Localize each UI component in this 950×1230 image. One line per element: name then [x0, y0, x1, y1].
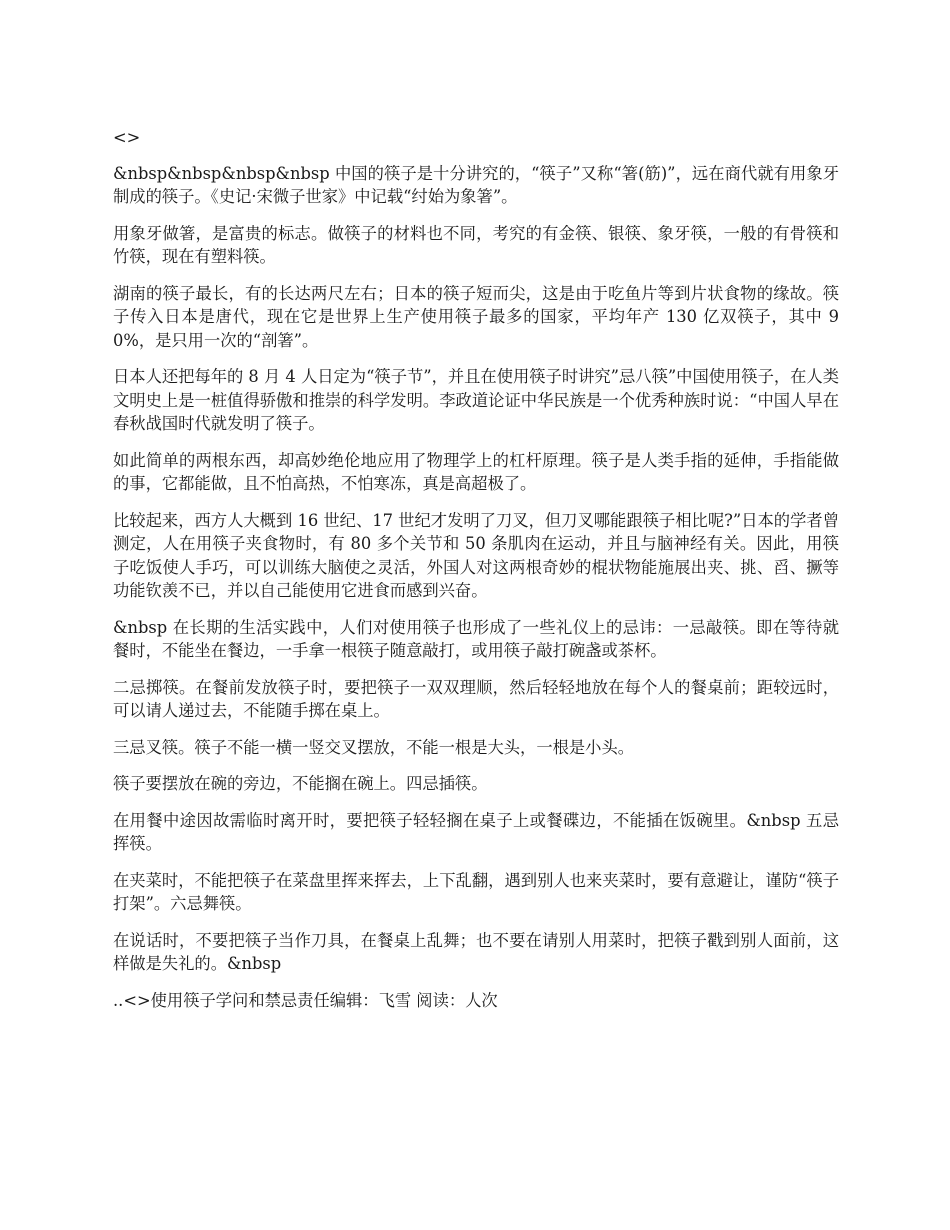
- paragraph-3: 湖南的筷子最长，有的长达两尺左右；日本的筷子短而尖，这是由于吃鱼片等到片状食物的缘故。筷子传入日本是唐代，现在它是世界上生产使用筷子最多的国家，平均年产 130 亿双筷子，其中 90%，是只用一次的“剖箸”。: [113, 283, 839, 350]
- paragraph-6: 比较起来，西方人大概到 16 世纪、17 世纪才发明了刀叉，但刀叉哪能跟筷子相比呢?”日本的学者曾测定，人在用筷子夹食物时，有 80 多个关节和 50 条肌肉在运动，并且与脑神经有关。因此，用筷子吃饭使人手巧，可以训练大脑使之灵活，外国人对这两根奇妙的棍状物能施展出夹、挑、舀、撅等功能钦羡不已，并以自己能使用它进食而感到兴奋。: [113, 510, 839, 600]
- header-mark: <>: [113, 128, 141, 147]
- paragraph-10: 筷子要摆放在碗的旁边，不能搁在碗上。四忌插筷。: [113, 774, 488, 793]
- footer-line: ..<>使用筷子学问和禁忌责任编辑：飞雪 阅读：人次: [113, 990, 498, 1010]
- paragraph-9: 三忌叉筷。筷子不能一横一竖交叉摆放，不能一根是大头，一根是小头。: [113, 737, 635, 757]
- paragraph-12: 在夹菜时，不能把筷子在菜盘里挥来挥去，上下乱翻，遇到别人也来夹菜时，要有意避让，谨防“筷子打架”。六忌舞筷。: [113, 870, 839, 913]
- paragraph-2: 用象牙做箸，是富贵的标志。做筷子的材料也不同，考究的有金筷、银筷、象牙筷，一般的有骨筷和竹筷，现在有塑料筷。: [113, 223, 839, 266]
- paragraph-4: 日本人还把每年的 8 月 4 人日定为“筷子节”，并且在使用筷子时讲究”忌八筷”中国使用筷子，在人类文明史上是一桩值得骄傲和推崇的科学发明。李政道论证中华民族是一个优秀种族时说：“中国人早在春秋战国时代就发明了筷子。: [113, 367, 839, 433]
- paragraph-5: 如此简单的两根东西，却高妙绝伦地应用了物理学上的杠杆原理。筷子是人类手指的延伸，手指能做的事，它都能做，且不怕高热，不怕寒冻，真是高超极了。: [113, 450, 839, 493]
- paragraph-8: 二忌掷筷。在餐前发放筷子时，要把筷子一双双理顺，然后轻轻地放在每个人的餐桌前；距较远时，可以请人递过去，不能随手掷在桌上。: [113, 677, 839, 720]
- paragraph-7: &nbsp 在长期的生活实践中，人们对使用筷子也形成了一些礼仪上的忌讳：一忌敲筷。即在等待就餐时，不能坐在餐边，一手拿一根筷子随意敲打，或用筷子敲打碗盏或茶杯。: [113, 617, 839, 660]
- paragraph-13: 在说话时，不要把筷子当作刀具，在餐桌上乱舞；也不要在请别人用菜时，把筷子戳到别人面前，这样做是失礼的。&nbsp: [113, 930, 839, 973]
- document-body: [113, 126, 839, 1025]
- paragraph-1: &nbsp&nbsp&nbsp&nbsp 中国的筷子是十分讲究的，“筷子”又称“箸(筋)”，远在商代就有用象牙制成的筷子。《史记·宋微子世家》中记载“纣始为象箸”。: [113, 163, 839, 206]
- paragraph-11: 在用餐中途因故需临时离开时，要把筷子轻轻搁在桌子上或餐碟边，不能插在饭碗里。&nbsp 五忌挥筷。: [113, 810, 839, 853]
